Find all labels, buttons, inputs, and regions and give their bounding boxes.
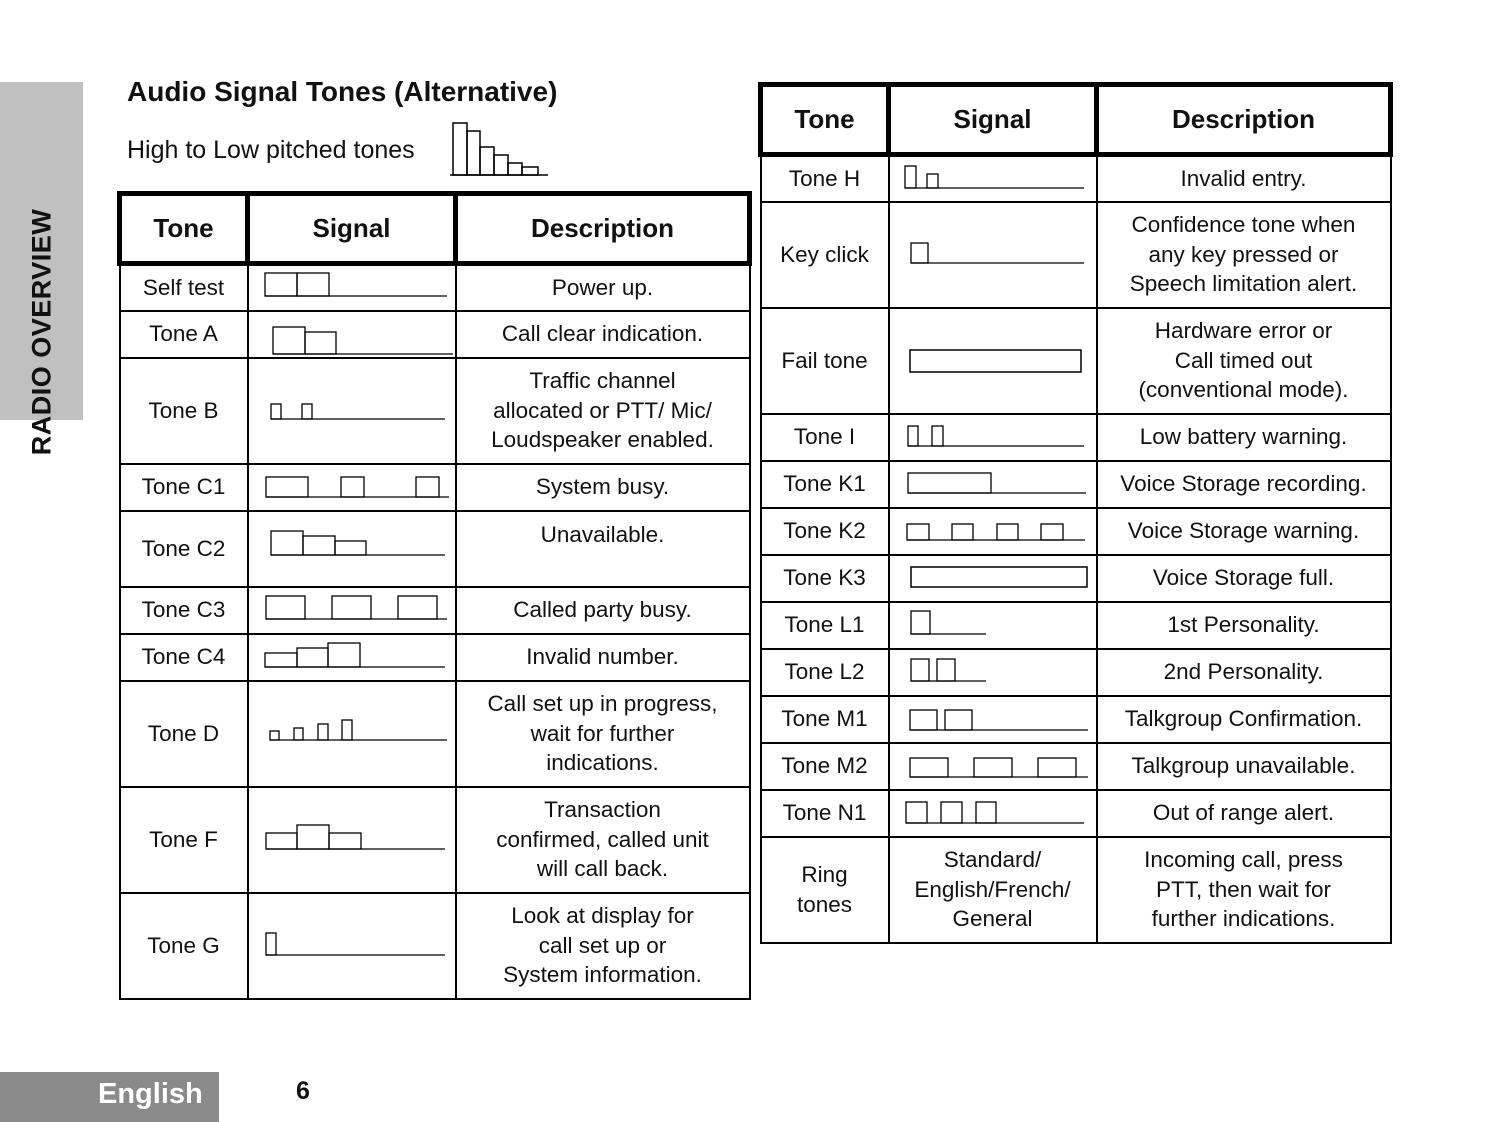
table-row (120, 893, 750, 999)
tone-name: Tone L1 (761, 602, 889, 649)
tone-m1-signal-icon (890, 697, 1098, 744)
tone-name: Tone K2 (761, 508, 889, 555)
column-header-signal: Signal (248, 194, 456, 264)
signal-pattern (889, 155, 1097, 202)
table-header-row (761, 85, 1391, 155)
table-row (761, 649, 1391, 696)
tone-l1-signal-icon (890, 603, 1098, 650)
tone-name: Fail tone (761, 308, 889, 414)
self-test-signal-icon (249, 266, 457, 313)
tone-description: Out of range alert. (1097, 790, 1391, 837)
tone-name: Self test (120, 264, 248, 311)
tone-k3-signal-icon (890, 556, 1098, 603)
table-row (120, 587, 750, 634)
high-to-low-staircase-icon (450, 121, 550, 177)
tone-m2-signal-icon (890, 744, 1098, 791)
tone-description: Invalid number. (456, 634, 750, 681)
tone-description: Voice Storage full. (1097, 555, 1391, 602)
tone-k2-signal-icon (890, 509, 1098, 556)
tone-name: Tone C4 (120, 634, 248, 681)
signal-pattern (248, 311, 456, 358)
signal-pattern (889, 649, 1097, 696)
tone-h-signal-icon (890, 157, 1098, 204)
table-header-row (120, 194, 750, 264)
language-tab (0, 1072, 219, 1122)
tone-name: Tone M1 (761, 696, 889, 743)
signal-pattern (248, 587, 456, 634)
tone-b-signal-icon (249, 359, 457, 465)
tone-name: Tone H (761, 155, 889, 202)
tone-description: Unavailable. (456, 511, 750, 587)
signal-pattern (889, 202, 1097, 308)
tone-name: Tone N1 (761, 790, 889, 837)
table-row (120, 787, 750, 893)
table-row (120, 311, 750, 358)
table-row (761, 790, 1391, 837)
signal-pattern (889, 555, 1097, 602)
tone-description: Voice Storage recording. (1097, 461, 1391, 508)
signal-pattern (248, 264, 456, 311)
right-tone-table (758, 82, 1393, 944)
side-section-label: RADIO OVERVIEW (26, 208, 57, 456)
signal-pattern (248, 893, 456, 999)
tone-name: Tone G (120, 893, 248, 999)
tone-d-signal-icon (249, 682, 457, 788)
tone-description: Invalid entry. (1097, 155, 1391, 202)
table-row (120, 634, 750, 681)
tone-i-signal-icon (890, 415, 1098, 462)
signal-pattern (889, 508, 1097, 555)
key-click-signal-icon (890, 203, 1098, 309)
tone-description: Incoming call, press PTT, then wait for further indications. (1097, 837, 1391, 943)
signal-pattern (889, 308, 1097, 414)
table-row (761, 508, 1391, 555)
tone-name: Ring tones (761, 837, 889, 943)
tone-description: Low battery warning. (1097, 414, 1391, 461)
tone-f-signal-icon (249, 788, 457, 894)
signal-pattern (889, 461, 1097, 508)
fail-tone-signal-icon (890, 309, 1098, 415)
table-row (761, 602, 1391, 649)
tone-a-signal-icon (249, 312, 457, 359)
tone-name: Tone C3 (120, 587, 248, 634)
tone-description: Transaction confirmed, called unit will call back. (456, 787, 750, 893)
tone-description: System busy. (456, 464, 750, 511)
table-row (761, 155, 1391, 202)
signal-pattern (248, 511, 456, 587)
table-row (761, 202, 1391, 308)
tone-l2-signal-icon (890, 650, 1098, 697)
signal-pattern (248, 681, 456, 787)
tone-n1-signal-icon (890, 791, 1098, 838)
table-row (761, 555, 1391, 602)
signal-pattern (248, 634, 456, 681)
tone-description: 2nd Personality. (1097, 649, 1391, 696)
table-row (120, 358, 750, 464)
tone-description: 1st Personality. (1097, 602, 1391, 649)
table-row (761, 461, 1391, 508)
tone-description: Traffic channel allocated or PTT/ Mic/ Loudspeaker enabled. (456, 358, 750, 464)
tone-name: Tone C1 (120, 464, 248, 511)
column-header-description: Description (456, 194, 750, 264)
column-header-description: Description (1097, 85, 1391, 155)
signal-pattern (889, 790, 1097, 837)
tone-name: Tone D (120, 681, 248, 787)
tone-description: Talkgroup unavailable. (1097, 743, 1391, 790)
tone-description: Called party busy. (456, 587, 750, 634)
tone-description: Call set up in progress, wait for further indications. (456, 681, 750, 787)
signal-pattern (248, 787, 456, 893)
language-label: English (98, 1078, 203, 1110)
tone-c3-signal-icon (249, 588, 457, 635)
table-row (761, 837, 1391, 943)
table-row (761, 743, 1391, 790)
column-header-tone: Tone (761, 85, 889, 155)
signal-pattern (248, 464, 456, 511)
tone-name: Tone B (120, 358, 248, 464)
tone-c1-signal-icon (249, 465, 457, 512)
table-row (120, 264, 750, 311)
table-row (120, 464, 750, 511)
tone-g-signal-icon (249, 894, 457, 1000)
table-row (761, 696, 1391, 743)
tone-description: Call clear indication. (456, 311, 750, 358)
tone-description: Confidence tone when any key pressed or Speech limitation alert. (1097, 202, 1391, 308)
left-tone-table (117, 191, 752, 1000)
tone-description: Talkgroup Confirmation. (1097, 696, 1391, 743)
table-row (761, 414, 1391, 461)
tone-name: Key click (761, 202, 889, 308)
page-number: 6 (296, 1077, 310, 1105)
table-row (120, 511, 750, 587)
tone-description: Look at display for call set up or System information. (456, 893, 750, 999)
column-header-tone: Tone (120, 194, 248, 264)
side-section-tab (0, 82, 83, 456)
signal-pattern (889, 696, 1097, 743)
column-header-signal: Signal (889, 85, 1097, 155)
page-title: Audio Signal Tones (Alternative) (127, 76, 558, 107)
tone-c4-signal-icon (249, 635, 457, 682)
tone-name: Tone K1 (761, 461, 889, 508)
signal-pattern (889, 602, 1097, 649)
tone-description: Power up. (456, 264, 750, 311)
table-row (761, 308, 1391, 414)
tone-c2-signal-icon (249, 512, 457, 588)
signal-pattern (889, 414, 1097, 461)
tone-name: Tone I (761, 414, 889, 461)
tone-name: Tone C2 (120, 511, 248, 587)
tone-name: Tone M2 (761, 743, 889, 790)
tone-description: Hardware error or Call timed out (conventional mode). (1097, 308, 1391, 414)
legend-caption: High to Low pitched tones (127, 136, 415, 164)
signal-text: Standard/ English/French/ General (889, 837, 1097, 943)
tone-name: Tone A (120, 311, 248, 358)
table-row (120, 681, 750, 787)
signal-pattern (889, 743, 1097, 790)
tone-k1-signal-icon (890, 462, 1098, 509)
tone-name: Tone K3 (761, 555, 889, 602)
signal-pattern (248, 358, 456, 464)
tone-description: Voice Storage warning. (1097, 508, 1391, 555)
tone-name: Tone L2 (761, 649, 889, 696)
tone-name: Tone F (120, 787, 248, 893)
